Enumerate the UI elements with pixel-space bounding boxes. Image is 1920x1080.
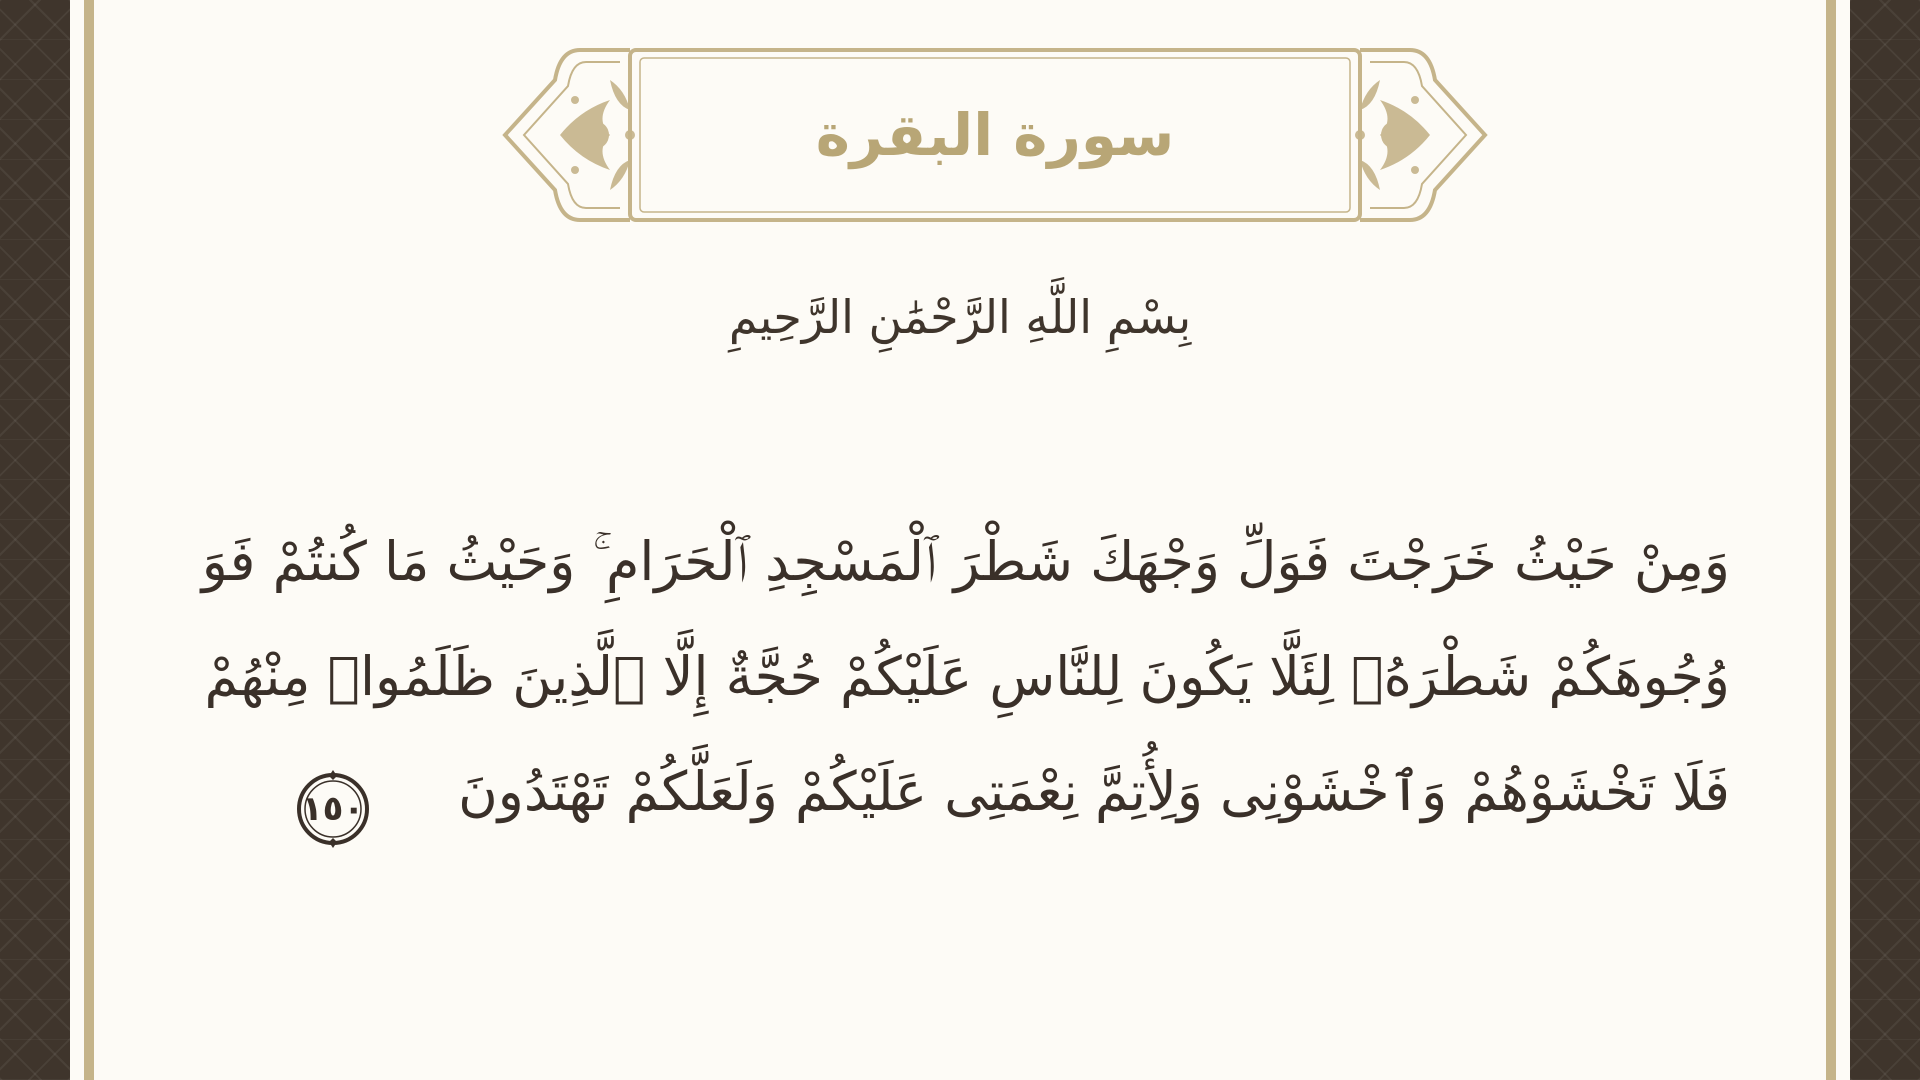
surah-header-banner xyxy=(500,40,1490,230)
verse-line-3: فَلَا تَخْشَوْهُمْ وَٱخْشَوْنِى وَلِأُتِمَّ نِعْمَتِى عَلَيْكُمْ وَلَعَلَّكُمْ تَهْتَدُونَ xyxy=(458,760,1730,823)
verse-line-2: وُجُوهَكُمْ شَطْرَهُۥ لِئَلَّا يَكُونَ لِلنَّاسِ عَلَيْكُمْ حُجَّةٌ إِلَّا ٱلَّذِينَ ظَلَمُوا۟ مِنْهُمْ xyxy=(204,645,1730,708)
verse-line-1: وَمِنْ حَيْثُ خَرَجْتَ فَوَلِّ وَجْهَكَ شَطْرَ ٱلْمَسْجِدِ ٱلْحَرَامِ ۚ وَحَيْثُ مَا كُنتُمْ فَوَ xyxy=(201,530,1730,593)
left-gold-frame-line xyxy=(84,0,94,1080)
right-gold-frame-line xyxy=(1826,0,1836,1080)
ayah-number-marker xyxy=(292,768,374,850)
basmala: بِسْمِ اللَّهِ الرَّحْمَٰنِ الرَّحِيمِ xyxy=(728,290,1192,344)
mushaf-page xyxy=(70,0,1850,1080)
right-ornamental-border xyxy=(1850,0,1920,1080)
left-ornamental-border xyxy=(0,0,70,1080)
ayah-number: ١٥٠ xyxy=(301,789,365,829)
surah-title: سورة البقرة xyxy=(815,101,1175,169)
